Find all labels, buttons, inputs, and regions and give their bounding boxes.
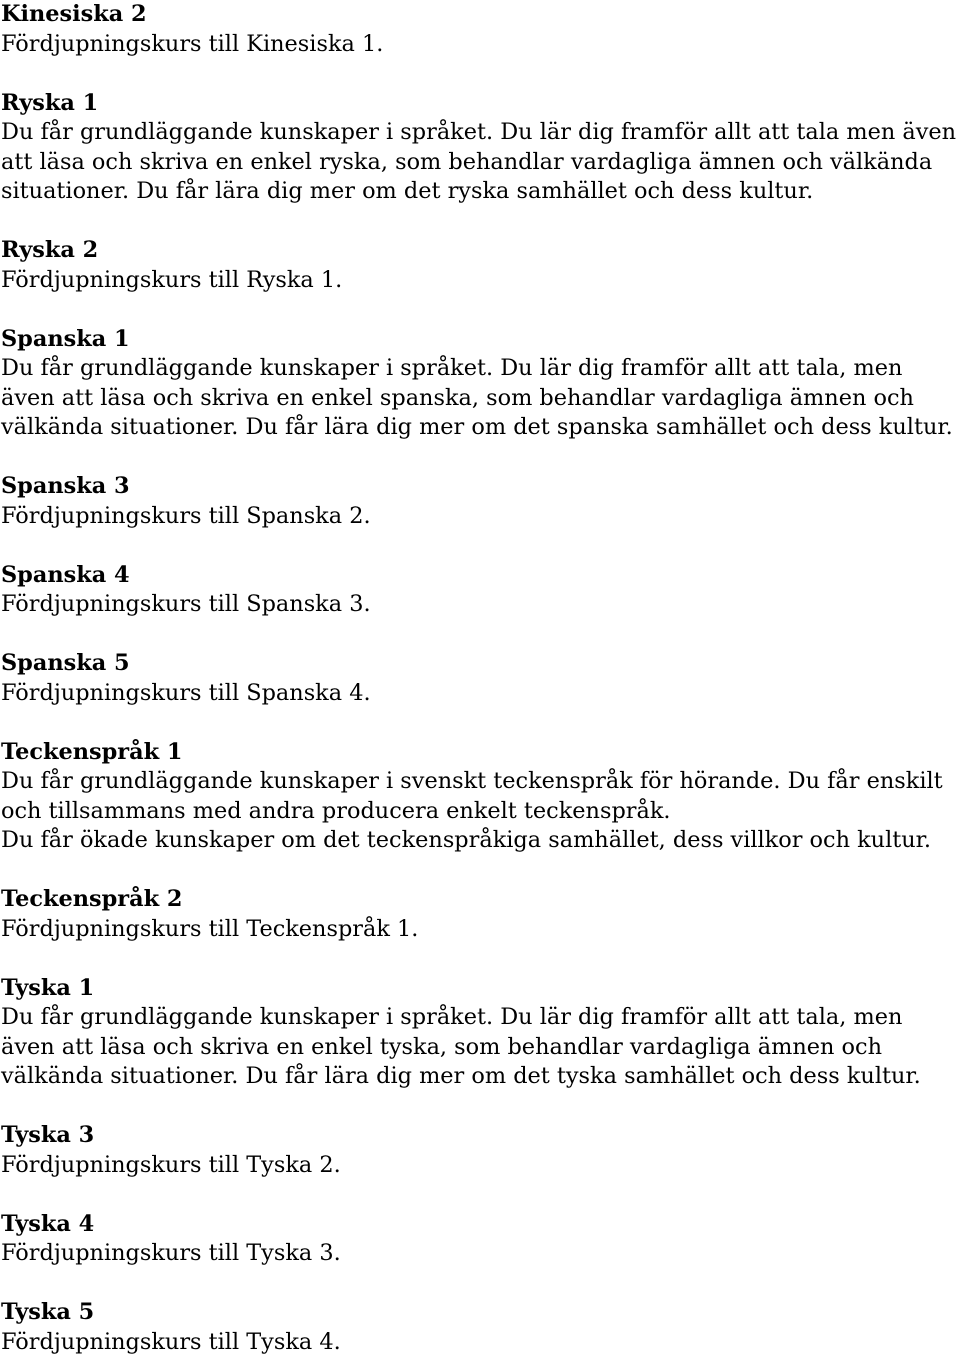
course-description xyxy=(1,118,959,207)
course-paragraph: Du får grundläggande kunskaper i svenskt teckenspråk för hörande. Du får enskilt och tillsammans med andra producera enkelt teckenspråk. xyxy=(1,768,943,824)
course-entry xyxy=(1,561,959,620)
course-entry xyxy=(1,1298,959,1357)
course-description xyxy=(1,1239,959,1269)
course-title: Teckenspråk 1 xyxy=(1,738,183,765)
course-paragraph: Du får grundläggande kunskaper i språket. Du lär dig framför allt att tala men även att läsa och skriva en enkel ryska, som behandlar vardagliga ämnen och välkända situationer. Du får lära dig mer om det ryska samhället och dess kultur. xyxy=(1,119,957,204)
course-title: Teckenspråk 2 xyxy=(1,886,183,912)
course-description xyxy=(1,915,959,945)
course-title: Spanska 3 xyxy=(1,473,130,499)
course-paragraph: Fördjupningskurs till Tyska 4. xyxy=(1,1328,341,1355)
course-title: Ryska 1 xyxy=(1,89,99,116)
course-entry xyxy=(1,472,959,531)
course-title: Spanska 1 xyxy=(1,325,130,352)
course-entry xyxy=(1,0,959,59)
course-description xyxy=(1,266,959,296)
course-description xyxy=(1,590,959,620)
course-description xyxy=(1,30,959,60)
course-paragraph: Fördjupningskurs till Teckenspråk 1. xyxy=(1,915,419,942)
course-entry xyxy=(1,236,959,295)
course-entry xyxy=(1,325,959,443)
course-description xyxy=(1,502,959,532)
course-entry xyxy=(1,1121,959,1180)
course-description xyxy=(1,1003,959,1092)
course-title: Spanska 4 xyxy=(1,561,130,588)
course-paragraph: Fördjupningskurs till Ryska 1. xyxy=(1,266,343,293)
course-paragraph: Du får grundläggande kunskaper i språket. Du lär dig framför allt att tala, men även att läsa och skriva en enkel tyska, som behandlar vardagliga ämnen och välkända situationer. Du får lära dig mer om det tyska samhället och dess kultur. xyxy=(1,1004,921,1089)
course-description xyxy=(1,679,959,709)
course-title: Ryska 2 xyxy=(1,237,99,263)
course-list xyxy=(1,0,959,1357)
course-paragraph: Fördjupningskurs till Kinesiska 1. xyxy=(1,30,384,57)
course-title: Tyska 5 xyxy=(1,1299,95,1325)
course-entry xyxy=(1,738,959,856)
course-description xyxy=(1,1151,959,1181)
course-entry xyxy=(1,885,959,944)
course-entry xyxy=(1,1210,959,1269)
course-description xyxy=(1,354,959,443)
course-paragraph: Du får ökade kunskaper om det teckenspråkiga samhället, dess villkor och kultur. xyxy=(1,827,932,853)
course-paragraph: Fördjupningskurs till Spanska 4. xyxy=(1,679,371,706)
course-title: Kinesiska 2 xyxy=(1,1,147,27)
course-description xyxy=(1,767,959,856)
course-paragraph: Fördjupningskurs till Spanska 2. xyxy=(1,502,371,529)
course-entry xyxy=(1,649,959,708)
course-title: Tyska 3 xyxy=(1,1122,95,1148)
course-description xyxy=(1,1328,959,1358)
course-paragraph: Fördjupningskurs till Tyska 3. xyxy=(1,1240,341,1266)
course-title: Tyska 1 xyxy=(1,974,95,1001)
course-paragraph: Du får grundläggande kunskaper i språket. Du lär dig framför allt att tala, men även att läsa och skriva en enkel spanska, som behandlar vardagliga ämnen och välkända situationer. Du får lära dig mer om det spanska samhället och dess kultur. xyxy=(1,355,953,440)
course-title: Tyska 4 xyxy=(1,1210,95,1237)
course-paragraph: Fördjupningskurs till Spanska 3. xyxy=(1,591,371,617)
course-paragraph: Fördjupningskurs till Tyska 2. xyxy=(1,1151,341,1178)
course-title: Spanska 5 xyxy=(1,650,130,676)
course-entry xyxy=(1,89,959,207)
course-entry xyxy=(1,974,959,1092)
